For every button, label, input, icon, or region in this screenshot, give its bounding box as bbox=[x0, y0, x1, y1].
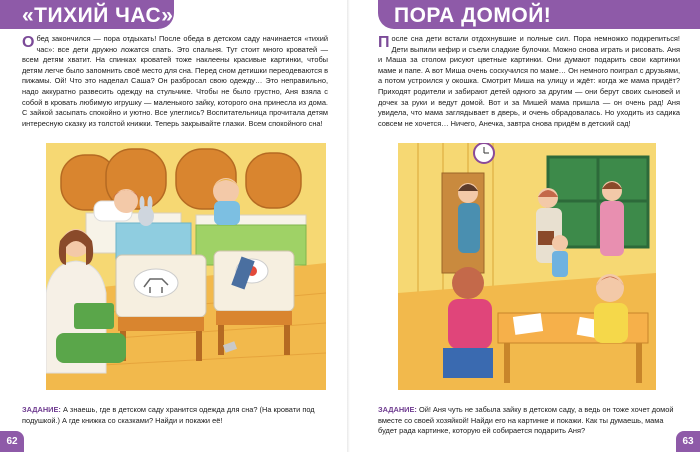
task-label: ЗАДАНИЕ: bbox=[22, 405, 61, 414]
page-number: 63 bbox=[676, 431, 700, 452]
task-text: Ой! Аня чуть не забыла зайку в детском саду, а ведь он тоже хочет домой вместе со своей хозяйкой! Найди его на картинке и покажи. Как ты думаешь, мама будет рада картинке, которую ей собирается подарить Аня? bbox=[378, 405, 674, 435]
anya-drawing bbox=[594, 274, 628, 343]
left-page bbox=[0, 0, 350, 452]
pajama bbox=[214, 201, 240, 225]
bunny-toy bbox=[138, 206, 154, 226]
storybook bbox=[74, 303, 114, 329]
story-text bbox=[22, 34, 328, 129]
nap-time-illustration bbox=[46, 143, 326, 390]
dropcap: П bbox=[378, 34, 390, 51]
task-label: ЗАДАНИЕ: bbox=[378, 405, 417, 414]
teacher-skirt bbox=[56, 333, 126, 363]
anya-mother bbox=[458, 183, 480, 253]
handbag bbox=[538, 231, 554, 245]
page-title: ПОРА ДОМОЙ! bbox=[378, 0, 700, 29]
playroom-scene bbox=[398, 143, 656, 390]
dropcap: О bbox=[22, 34, 35, 51]
bedroom-scene bbox=[46, 143, 326, 390]
anya-head bbox=[114, 189, 138, 213]
task-text: А знаешь, где в детском саду хранится одежда для сна? (На кровати под подушкой.) А где книжка со сказками? Найди и покажи её! bbox=[22, 405, 315, 425]
parent-pink bbox=[600, 181, 624, 256]
page-number: 62 bbox=[0, 431, 24, 452]
story-text bbox=[378, 34, 680, 129]
task-box bbox=[378, 405, 683, 437]
horse-sticker bbox=[134, 269, 178, 297]
page-title: «ТИХИЙ ЧАС» bbox=[0, 0, 174, 29]
task-box bbox=[22, 405, 332, 426]
going-home-illustration bbox=[398, 143, 656, 390]
story-paragraph: бед закончился — пора отдыхать! После обеда в детском саду начинается «тихий час»: все дети дружно ложатся спать. Это спальня. Тут стоит много кроватей — всем детям хватит. На спинках кроватей тоже наклеены красивые картинки, чтобы детям легче было запомнить своё место для сна. Перед сном детишки переодеваются в пижамы. Ой! Что это наделал Саша? Он разбросал свою одежду… Это неправильно, надо аккуратно развесить одежду на стульчике. Чтобы не было грустно, Аня взяла с собой в кровать любимую игрушку — маленького зайку, которого она принесла из дома. С зайкой засыпать спокойно и уютно. Все улеглись? Воспитательница прочитала детям интересную сказку из толстой книжки. Теперь закрывайте глазки. Всем спокойного сна! bbox=[22, 34, 328, 128]
sasha-head bbox=[213, 178, 239, 204]
story-paragraph: осле сна дети встали отдохнувшие и полные сил. Пора немножко подкрепиться! Дети выпили кефир и съели сладкие булочки. Можно снова играть и рисовать. Аня и Маша за столом рисуют цветные картинки. Они думают подарить свои картинки маме и папе. А вот Миша очень соскучился по маме… Он немного поиграл с друзьями, а потом устроился у окошка. Смотрит Миша на улицу и ждёт: когда же мама придёт? Приходят родители и забирают детей одного за другим — они берут своих сыновей и дочек за руки и ведут домой. Вот и за Мишей мама пришла — он очень рад! Аня увидела, что мама заглядывает в дверь, и очень обрадовалась. Но уходить из садика совсем не хочется… Ничего, Анечка, завтра снова придём в детский сад! bbox=[378, 34, 680, 128]
